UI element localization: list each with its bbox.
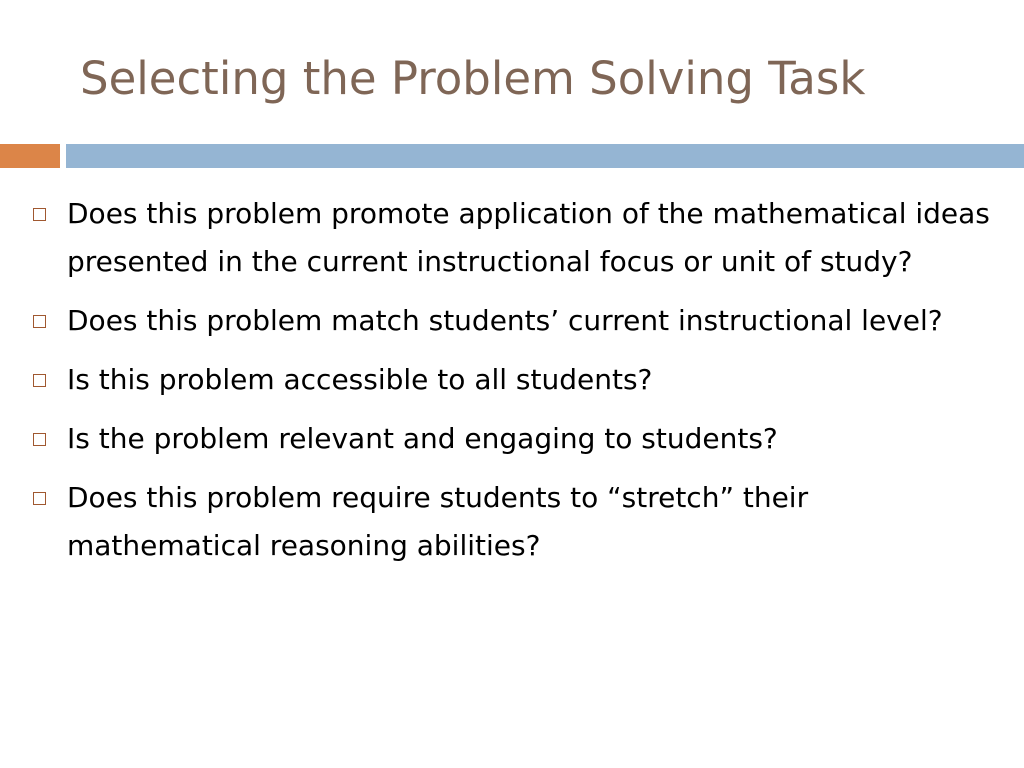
accent-bar-orange [0,144,60,168]
bullet-item [30,190,1000,286]
bullet-item [30,415,1000,463]
accent-bar-blue [66,144,1024,168]
bullet-text: Is the problem relevant and engaging to students? [67,422,778,455]
bullet-list [30,190,1000,581]
bullet-text: Does this problem require students to “stretch” their mathematical reasoning abilities? [67,481,809,562]
slide-title: Selecting the Problem Solving Task [80,52,866,105]
square-outline-icon [33,315,46,328]
square-outline-icon [33,374,46,387]
bullet-text: Does this problem promote application of the mathematical ideas presented in the current instructional focus or unit of study? [67,197,990,278]
bullet-item [30,474,1000,570]
square-outline-icon [33,433,46,446]
bullet-text: Is this problem accessible to all students? [67,363,653,396]
bullet-item [30,297,1000,345]
square-outline-icon [33,208,46,221]
square-outline-icon [33,492,46,505]
bullet-text: Does this problem match students’ current instructional level? [67,304,943,337]
bullet-item [30,356,1000,404]
